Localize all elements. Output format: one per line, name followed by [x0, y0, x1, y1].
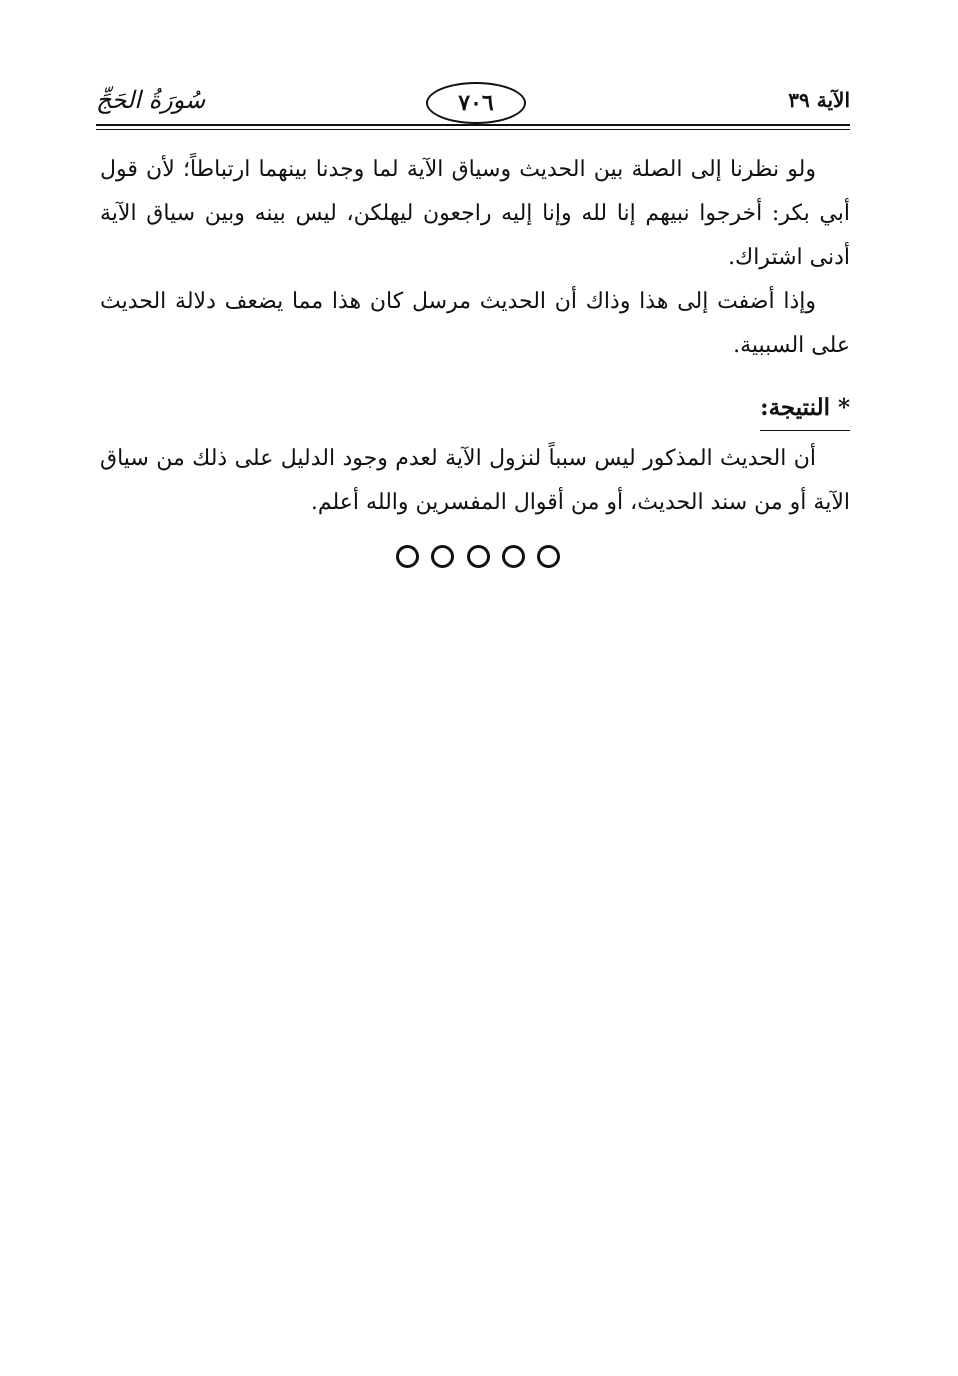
verse-label: الآية ٣٩	[788, 88, 850, 112]
end-ornament	[396, 545, 560, 571]
circle-icon	[467, 545, 490, 568]
paragraph-1: ولو نظرنا إلى الصلة بين الحديث وسياق الآية لما وجدنا بينهما ارتباطاً؛ لأن قول أبي بكر: أخرجوا نبيهم إنا لله وإنا إليه راجعون ليهلكن، ليس بينه وبين سياق الآية أدنى اشتراك.	[100, 157, 850, 270]
circle-icon	[396, 545, 419, 568]
page-number: ٧٠٦	[458, 90, 494, 116]
section-heading	[760, 388, 850, 431]
page-header	[96, 82, 850, 126]
paragraph-2: وإذا أضفت إلى هذا وذاك أن الحديث مرسل كان هذا مما يضعف دلالة الحديث على السببية.	[100, 289, 850, 358]
page-number-oval	[426, 82, 526, 124]
header-rule-thin	[96, 129, 850, 130]
circle-icon	[502, 545, 525, 568]
circle-icon	[537, 545, 560, 568]
circle-icon	[431, 545, 454, 568]
page-content	[100, 148, 850, 525]
section-heading-text: النتيجة:	[760, 394, 830, 421]
asterisk-icon: *	[837, 394, 850, 421]
surah-title: سُورَةُ الحَجِّ	[96, 86, 206, 114]
header-rule-thick	[96, 124, 850, 126]
paragraph-3: أن الحديث المذكور ليس سبباً لنزول الآية لعدم وجود الدليل على ذلك من سياق الآية أو من سند الحديث، أو من أقوال المفسرين والله أعلم.	[100, 446, 850, 515]
